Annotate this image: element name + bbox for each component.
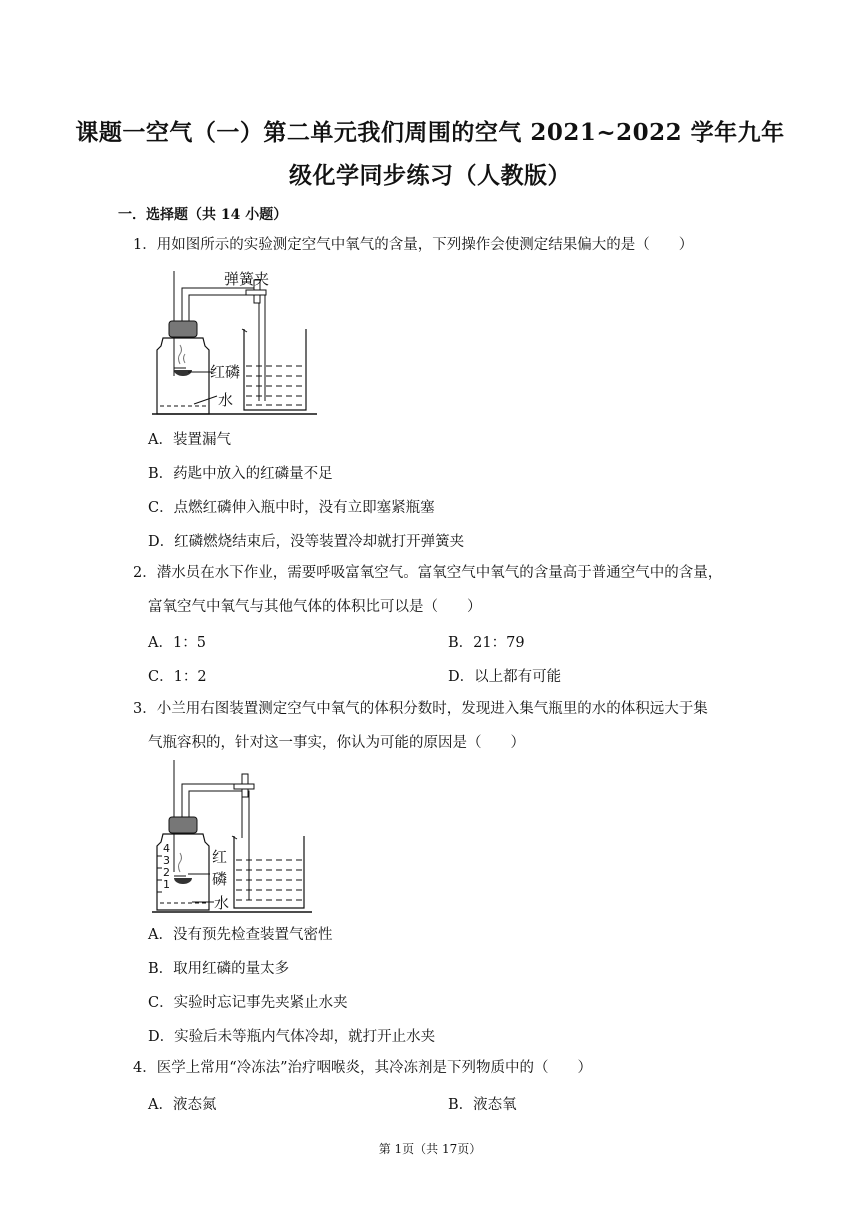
question-1-apparatus-figure — [152, 266, 322, 422]
question-2-option-a: A．1：5 — [148, 635, 206, 651]
question-3-option-c: C．实验时忘记事先夹紧止水夹 — [148, 995, 348, 1011]
question-2-option-b: B．21：79 — [448, 635, 525, 651]
label-phosphorus: 磷 — [212, 870, 228, 888]
question-4-stem: 4．医学上常用“冷冻法”治疗咽喉炎，其冷冻剂是下列物质中的（ ） — [133, 1060, 593, 1076]
label-red-phosphorus: 红磷 — [210, 363, 241, 381]
section-heading: 一．选择题（共 14 小题） — [118, 207, 288, 223]
scale-mark-2: 2 — [163, 866, 170, 879]
question-1-option-c: C．点燃红磷伸入瓶中时，没有立即塞紧瓶塞 — [148, 500, 435, 516]
question-2-option-c: C．1：2 — [148, 669, 207, 685]
label-water: 水 — [214, 894, 230, 912]
scale-mark-3: 3 — [163, 854, 170, 867]
question-2-stem-line1: 2．潜水员在水下作业，需要呼吸富氧空气。富氧空气中氧气的含量高于普通空气中的含量， — [133, 565, 723, 581]
question-4-option-b: B．液态氧 — [448, 1097, 517, 1113]
question-3-option-b: B．取用红磷的量太多 — [148, 961, 290, 977]
question-1-stem: 1．用如图所示的实验测定空气中氧气的含量，下列操作会使测定结果偏大的是（ ） — [133, 237, 694, 253]
question-1-option-b: B．药匙中放入的红磷量不足 — [148, 466, 333, 482]
document-title-line2: 级化学同步练习（人教版） — [289, 162, 571, 189]
question-2-option-d: D．以上都有可能 — [448, 669, 562, 685]
page-footer: 第 1页（共 17页） — [378, 1142, 482, 1156]
label-red: 红 — [212, 848, 228, 866]
question-4-option-a: A．液态氮 — [148, 1097, 217, 1113]
question-3-option-d: D．实验后未等瓶内气体冷却，就打开止水夹 — [148, 1029, 436, 1045]
scale-mark-1: 1 — [163, 878, 170, 891]
question-3-stem-line1: 3．小兰用右图装置测定空气中氧气的体积分数时，发现进入集气瓶里的水的体积远大于集 — [133, 701, 708, 717]
question-3-apparatus-figure — [152, 760, 322, 916]
document-title-line1: 课题一空气（一）第二单元我们周围的空气 2021~2022 学年九年 — [75, 119, 785, 146]
scale-mark-4: 4 — [163, 842, 170, 855]
question-3-option-a: A．没有预先检查装置气密性 — [148, 927, 333, 943]
label-spring-clip: 弹簧夹 — [224, 270, 270, 288]
question-1-option-a: A．装置漏气 — [148, 432, 231, 448]
question-2-stem-line2: 富氧空气中氧气与其他气体的体积比可以是（ ） — [148, 599, 482, 615]
label-water: 水 — [218, 391, 234, 409]
question-1-option-d: D．红磷燃烧结束后，没等装置冷却就打开弹簧夹 — [148, 534, 465, 550]
question-3-stem-line2: 气瓶容积的，针对这一事实，你认为可能的原因是（ ） — [148, 735, 525, 751]
